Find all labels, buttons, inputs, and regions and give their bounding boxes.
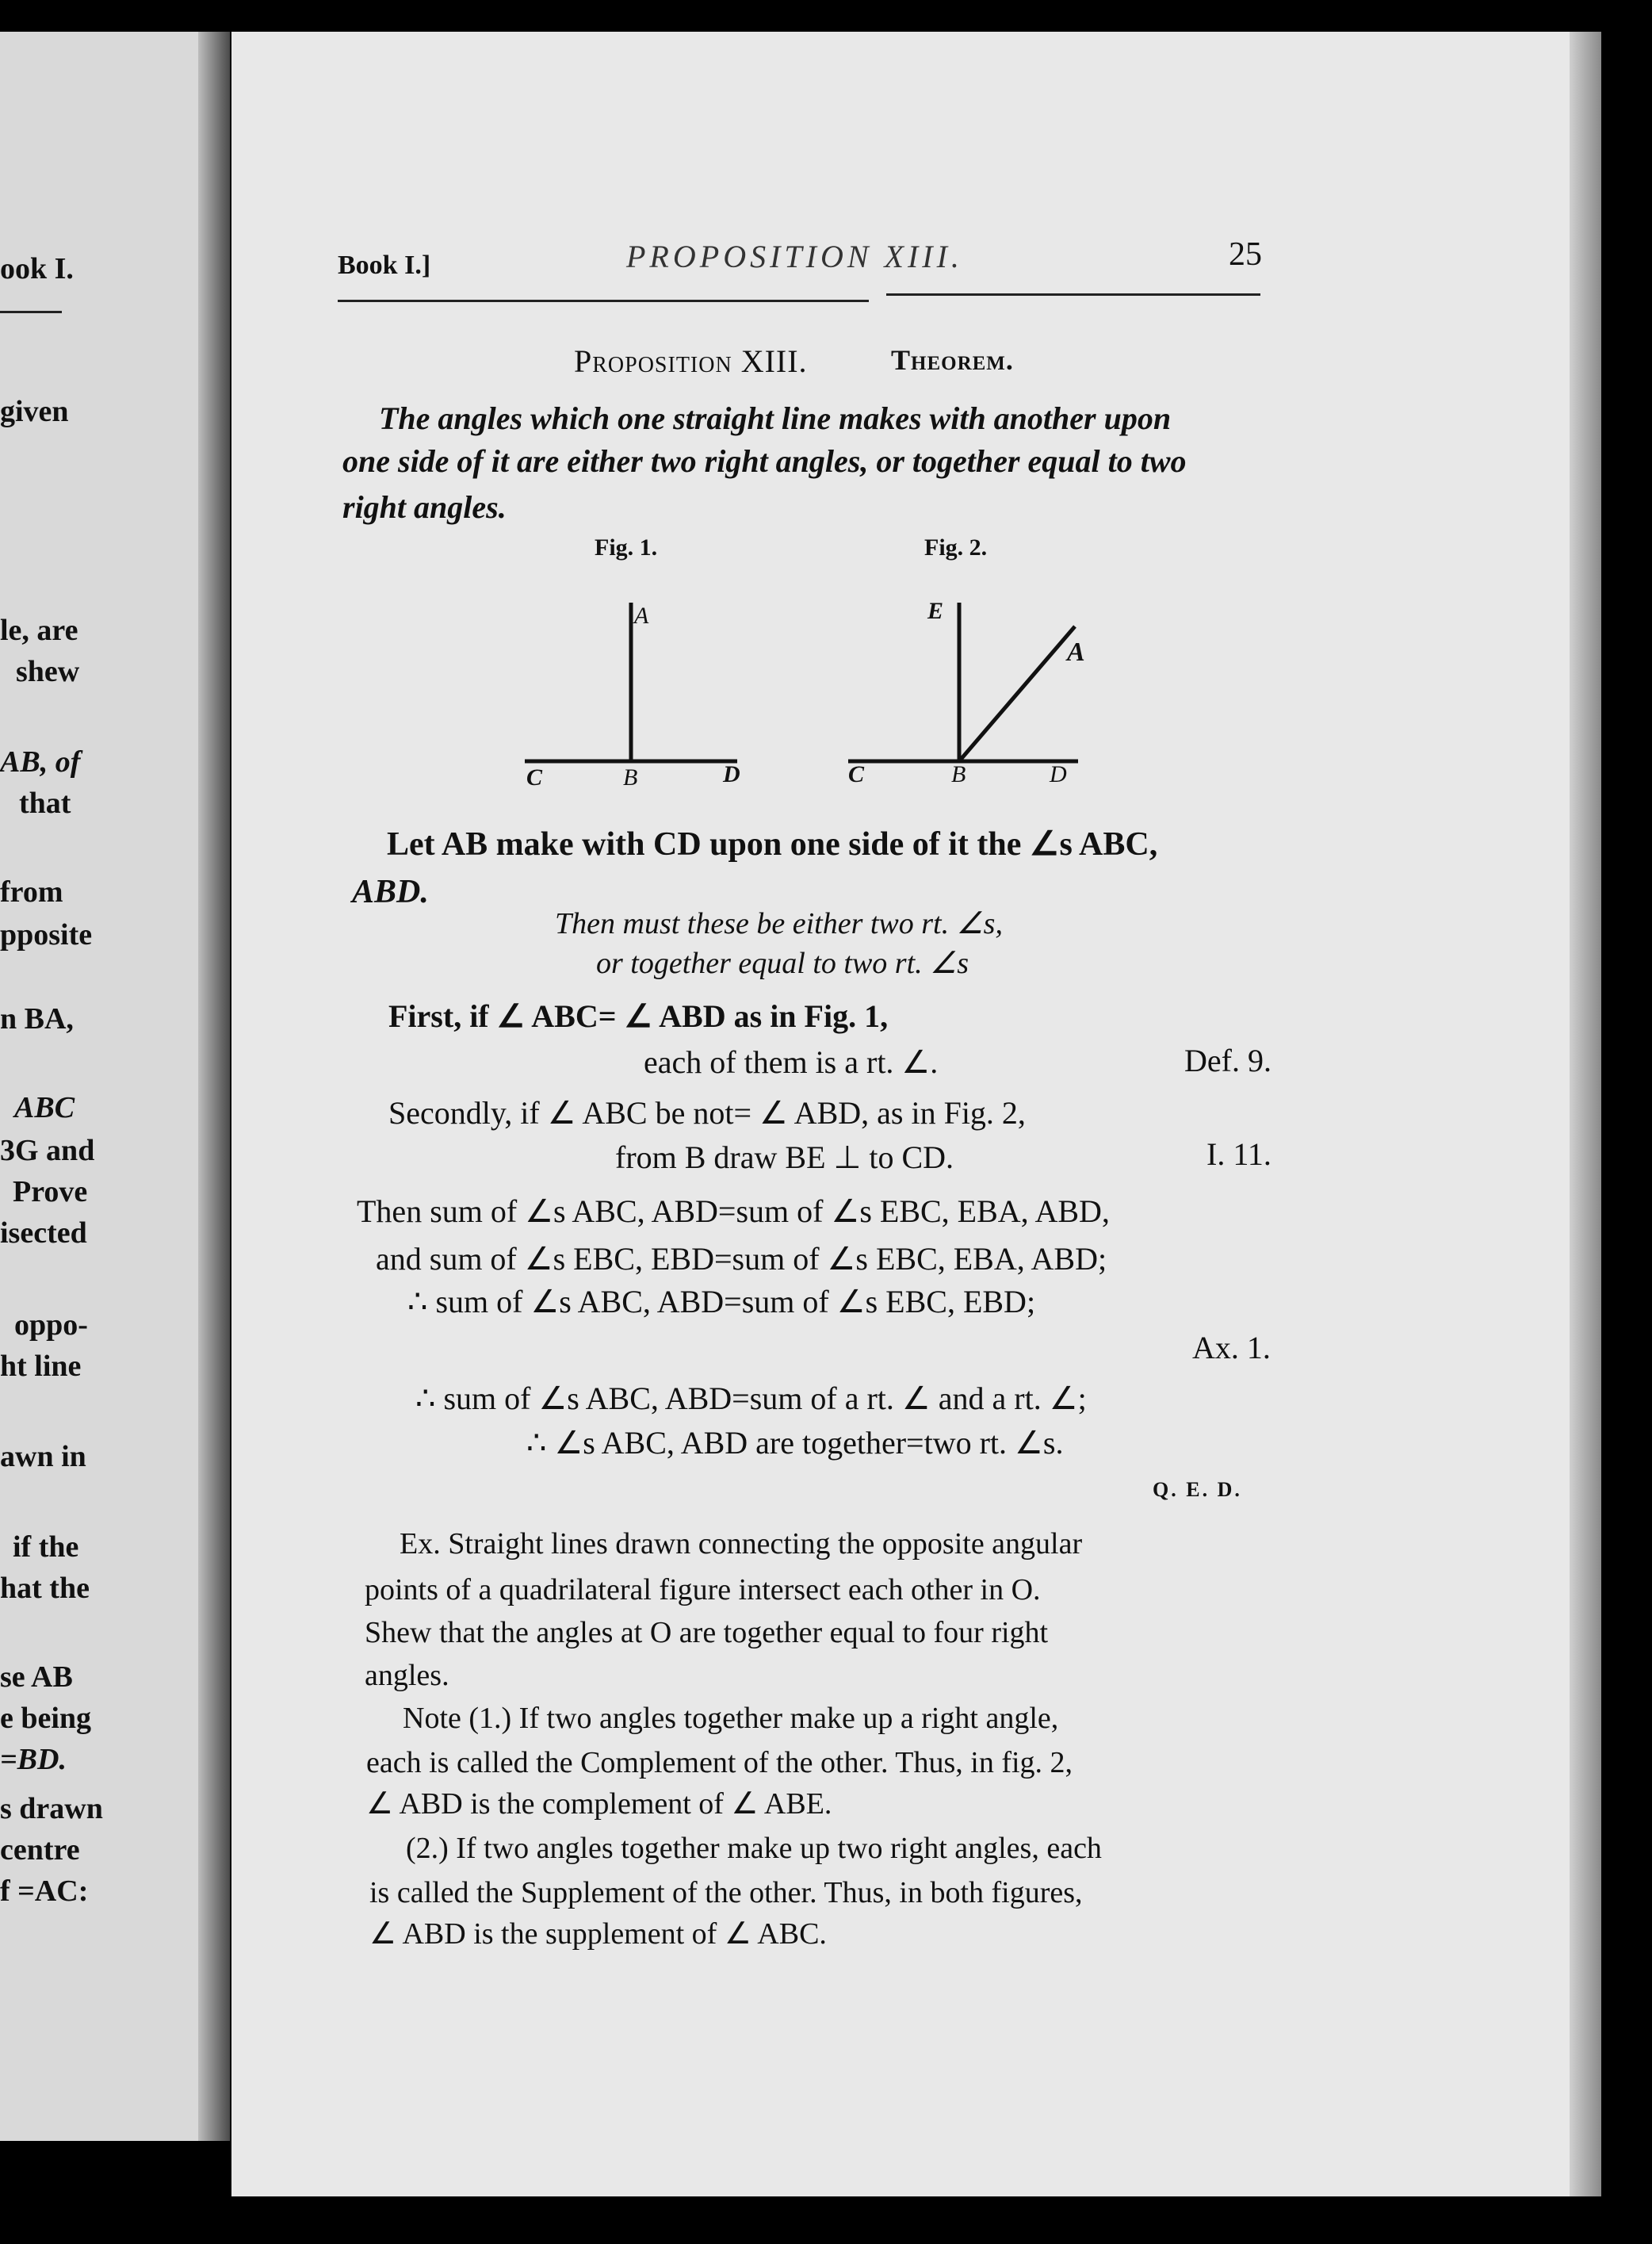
left-fragment: from [0,875,63,909]
left-fragment: Prove [13,1175,88,1208]
fig2-line-ba [959,626,1075,761]
note-line: ∠ ABD is the complement of ∠ ABE. [366,1787,832,1821]
theorem-label: Theorem. [891,344,1014,376]
proof-line: ∴ sum of ∠s ABC, ABD=sum of ∠s EBC, EBD; [407,1284,1036,1319]
left-fragment: awn in [0,1440,86,1473]
page-gutter-shadow [198,32,230,2141]
fig1-label-c: C [526,764,543,791]
proof-line: ∴ ∠s ABC, ABD are together=two rt. ∠s. [526,1425,1064,1461]
exercise-line: angles. [365,1659,449,1692]
left-fragment: if the [13,1530,79,1564]
qed: Q. E. D. [1153,1478,1242,1501]
fig2-caption: Fig. 2. [924,534,988,561]
header-rule-right [886,293,1260,296]
left-fragment: e being [0,1702,92,1735]
running-title: PROPOSITION XIII. [626,239,963,274]
proof-line: from B draw BE ⊥ to CD. [615,1139,954,1175]
left-fragment: se AB [0,1660,73,1694]
proof-line: Then sum of ∠s ABC, ABD=sum of ∠s EBC, EBA, ABD, [357,1193,1110,1229]
fig2-label-a: A [1067,638,1085,667]
left-fragment: AB, of [0,745,81,779]
left-fragment: isected [0,1216,87,1250]
left-fragment: =BD. [0,1743,67,1776]
left-header-rule [0,311,62,313]
left-fragment: 3G and [0,1134,95,1167]
left-fragment: given [0,395,69,428]
left-fragment: f =AC: [0,1874,89,1908]
left-fragment: ht line [0,1350,82,1383]
exercise-line: Shew that the angles at O are together equal to four right [365,1616,1049,1649]
fig1-label-d: D [723,761,740,787]
proposition-title: Proposition XIII. [574,343,808,379]
left-fragment: n BA, [0,1002,74,1036]
enunciation-line: The angles which one straight line makes with another upon [379,400,1172,436]
proof-line: Let AB make with CD upon one side of it the ∠s ABC, [387,826,1158,863]
fig1-label-b: B [623,764,638,791]
proof-line: and sum of ∠s EBC, EBD=sum of ∠s EBC, EBA, ABD; [376,1241,1107,1277]
proof-reference: I. 11. [1206,1136,1272,1172]
note-line: each is called the Complement of the other. Thus, in fig. 2, [366,1746,1073,1779]
left-fragment: centre [0,1833,80,1867]
enunciation-line: one side of it are either two right angles, or together equal to two [342,443,1187,479]
proof-line: ABD. [352,874,429,910]
left-fragment: that [19,787,71,820]
fig1-caption: Fig. 1. [595,534,658,561]
fig2-label-b: B [951,761,966,787]
proof-reference: Ax. 1. [1192,1330,1271,1365]
left-fragment: hat the [0,1572,90,1605]
page-number: 25 [1229,236,1262,273]
left-fragment: ook I. [0,252,74,285]
header-book: Book I.] [338,251,431,280]
left-fragment: le, are [0,614,78,647]
proof-line: each of them is a rt. ∠. [644,1044,939,1080]
proof-line: Secondly, if ∠ ABC be not= ∠ ABD, as in Fig. 2, [388,1095,1026,1131]
left-fragment: ABC [14,1091,75,1124]
fig2-label-d: D [1050,761,1067,787]
proof-line: Then must these be either two rt. ∠s, [555,907,1003,940]
enunciation-line: right angles. [342,489,507,525]
note-line: ∠ ABD is the supplement of ∠ ABC. [369,1917,827,1951]
proof-line: First, if ∠ ABC= ∠ ABD as in Fig. 1, [388,998,889,1034]
note-line: Note (1.) If two angles together make up a right angle, [403,1702,1059,1735]
left-fragment: oppo- [14,1308,88,1342]
left-fragment: pposite [0,918,93,952]
left-fragment: s drawn [0,1792,103,1825]
note-line: is called the Supplement of the other. Thus, in both figures, [369,1876,1083,1909]
page-edge [1570,32,1601,2196]
proof-line: or together equal to two rt. ∠s [596,947,969,980]
note-line: (2.) If two angles together make up two right angles, each [406,1832,1102,1865]
fig1-label-a: A [634,603,649,629]
header-rule-left [338,300,869,302]
left-fragment: shew [16,655,80,688]
fig2-label-e: E [927,598,944,624]
exercise-line: Ex. Straight lines drawn connecting the opposite angular [400,1527,1083,1560]
proof-reference: Def. 9. [1184,1043,1272,1078]
fig2-label-c: C [848,761,865,787]
exercise-line: points of a quadrilateral figure intersect each other in O. [365,1573,1041,1606]
proof-line: ∴ sum of ∠s ABC, ABD=sum of a rt. ∠ and a rt. ∠; [415,1380,1087,1416]
